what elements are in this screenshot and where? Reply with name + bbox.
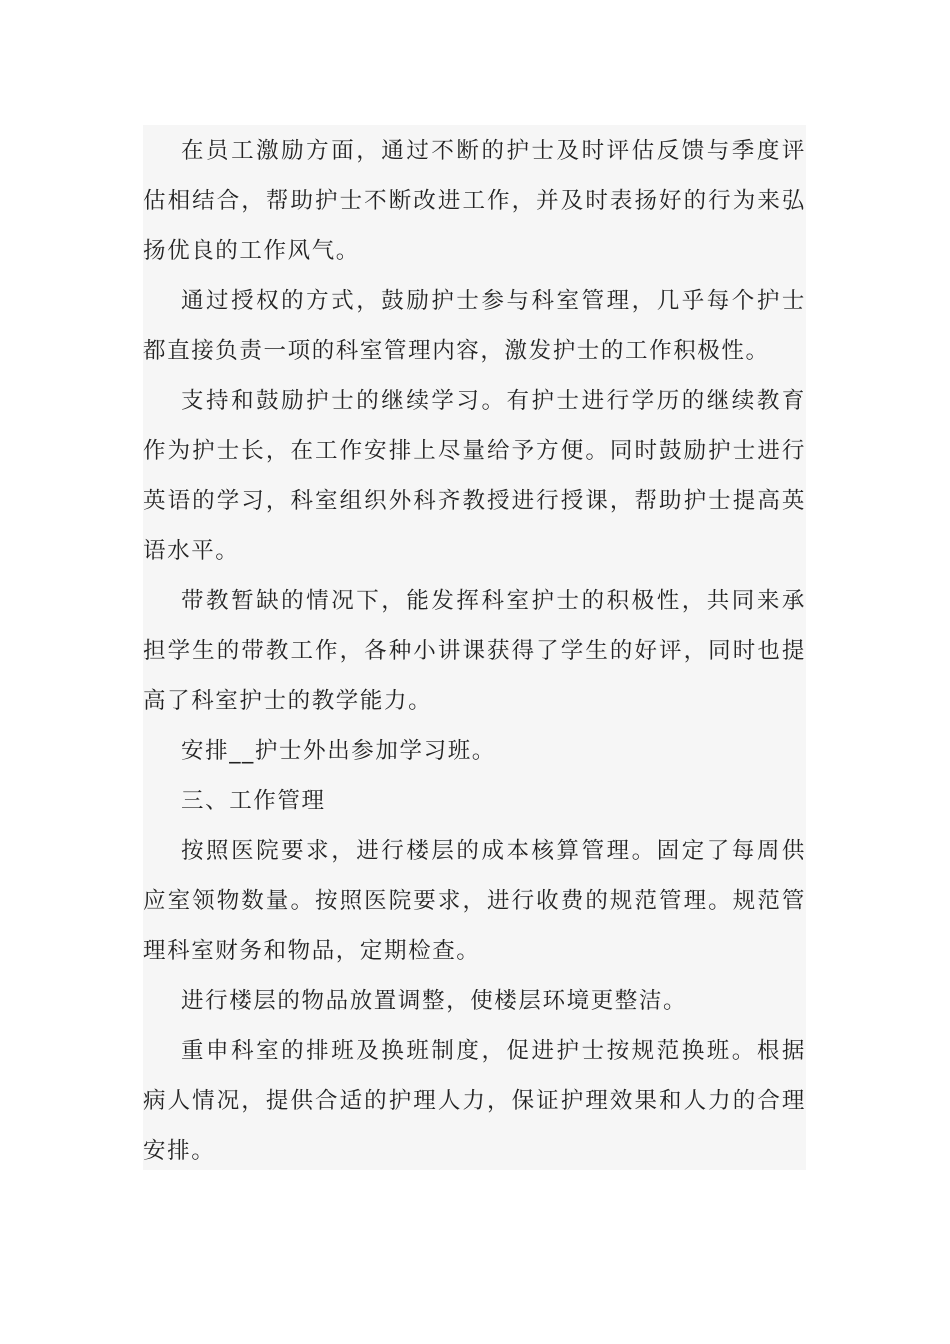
paragraph-floor-arrangement: 进行楼层的物品放置调整，使楼层环境更整洁。 xyxy=(181,988,688,1014)
paragraph-staff-motivation: 在员工激励方面，通过不断的护士及时评估反馈与季度评估相结合，帮助护士不断改进工作，并及时表扬好的行为来弘扬优良的工作风气。 xyxy=(143,138,806,264)
paragraph-authorization: 通过授权的方式，鼓励护士参与科室管理，几乎每个护士都直接负责一项的科室管理内容，激发护士的工作积极性。 xyxy=(143,288,806,364)
paragraph-training-class: 安排__护士外出参加学习班。 xyxy=(181,738,496,764)
section-heading-work-management: 三、工作管理 xyxy=(181,788,326,814)
paragraph-teaching: 带教暂缺的情况下，能发挥科室护士的积极性，共同来承担学生的带教工作，各种小讲课获得了学生的好评，同时也提高了科室护士的教学能力。 xyxy=(143,588,806,714)
document-body xyxy=(143,125,806,1170)
paragraph-scheduling: 重申科室的排班及换班制度，促进护士按规范换班。根据病人情况，提供合适的护理人力，保证护理效果和人力的合理安排。 xyxy=(143,1038,806,1164)
paragraph-cost-management: 按照医院要求，进行楼层的成本核算管理。固定了每周供应室领物数量。按照医院要求，进行收费的规范管理。规范管理科室财务和物品，定期检查。 xyxy=(143,838,806,964)
paragraph-continuing-education: 支持和鼓励护士的继续学习。有护士进行学历的继续教育作为护士长，在工作安排上尽量给予方便。同时鼓励护士进行英语的学习，科室组织外科齐教授进行授课，帮助护士提高英语水平。 xyxy=(143,388,806,564)
